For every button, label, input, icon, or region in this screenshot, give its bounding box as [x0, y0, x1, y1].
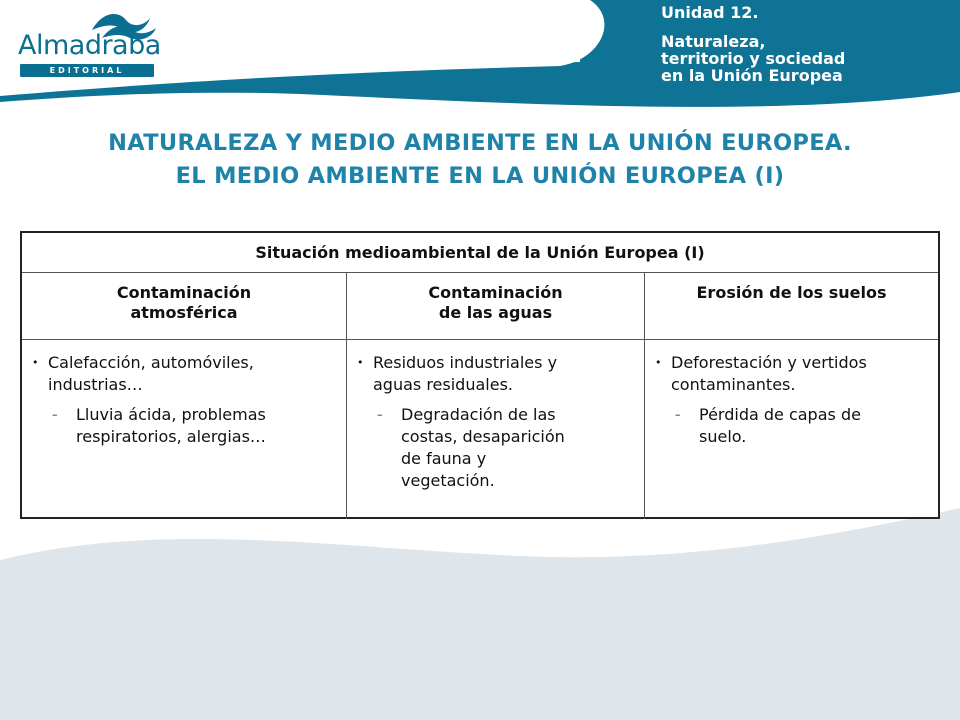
column-header: Contaminación atmosférica [22, 273, 347, 339]
brand-logo [18, 8, 161, 75]
bullet-item: • Deforestación y vertidos contaminantes. [655, 352, 932, 396]
column-header: Contaminación de las aguas [347, 273, 645, 339]
logo-subtitle-bar [20, 64, 154, 77]
column-header: Erosión de los suelos [696, 283, 887, 302]
bullet-item: • Residuos industriales y aguas residuales. [357, 352, 638, 396]
dash-item: – Pérdida de capas de suelo. [655, 404, 932, 448]
unit-number: Unidad 12. [661, 3, 759, 22]
table-caption: Situación medioambiental de la Unión Europea (I) [22, 233, 938, 273]
logo-wordmark: Almadraba [18, 30, 161, 61]
table-cell [22, 340, 347, 519]
footer-wave [0, 508, 960, 720]
unit-topic: Naturaleza, territorio y sociedad en la Unión Europea [661, 32, 846, 85]
table-cell [645, 340, 938, 519]
dash-item: – Degradación de las costas, desaparición de fauna y vegetación. [357, 404, 638, 492]
table-cell [347, 340, 645, 519]
dash-item: – Lluvia ácida, problemas respiratorios, alergias… [32, 404, 340, 448]
logo-subtitle: EDITORIAL [49, 66, 125, 75]
environment-table [20, 231, 940, 519]
bullet-item: • Calefacción, automóviles, industrias… [32, 352, 340, 396]
table-body-row [22, 340, 938, 519]
slide-title: NATURALEZA Y MEDIO AMBIENTE EN LA UNIÓN EUROPEA. EL MEDIO AMBIENTE EN LA UNIÓN EUROPEA (I) [108, 130, 852, 189]
unit-header [661, 4, 951, 84]
table-header-row [22, 273, 938, 340]
